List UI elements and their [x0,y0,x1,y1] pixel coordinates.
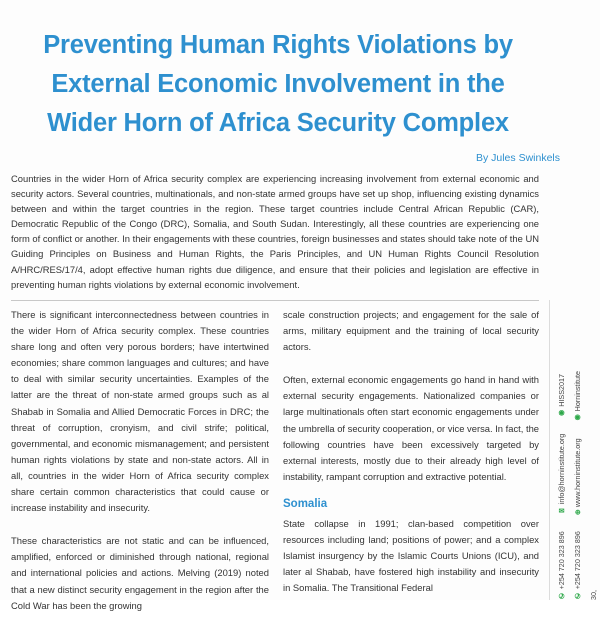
social-icon: ◉ [557,408,566,418]
right-column [283,307,539,613]
contact-column-1 [556,300,568,600]
phone-icon: ✆ [557,591,566,600]
contact-website[interactable]: www.horninstitute.org [573,438,582,507]
title-line-3: Wider Horn of Africa Security Complex [47,109,509,137]
contact-column-3 [588,300,600,600]
left-column [11,307,269,631]
phone-icon: ✆ [573,591,582,600]
contact-phone[interactable]: +254 720 323 896 [557,530,566,589]
title-line-1: Preventing Human Rights Violations by [43,31,513,59]
contact-social[interactable]: HISS2017 [557,373,566,407]
title-line-2: External Economic Involvement in the [51,70,505,98]
contact-phone[interactable]: +254 720 323 896 [573,530,582,589]
body-paragraph: scale construction projects; and engagement for the sale of arms, military equipment and the training of local security actors. [283,309,539,353]
section-divider [11,300,539,301]
email-icon: ✉ [557,505,566,515]
contact-email[interactable]: info@horninstitute.org [557,433,566,504]
body-paragraph: Often, external economic engagements go hand in hand with external security engagements. Nationalized companies or large multinationals often start economic engagements under the umbrella of security cooperation, or vice versa. In fact, the following countries have been excessively targeted by external interests, mostly due to their already high level of instability, rampant corruption and extractive potential. [283,374,539,482]
section-heading-somalia: Somalia [283,497,328,510]
body-paragraph: There is significant interconnectedness between countries in the wider Horn of Africa security complex. These countries share long and often very porous borders; have intertwined economies; share common languages and cultures; and have to deal with similar security uncertainties. Examples of the latter are the threat of non-state armed groups such as al Shabab in Somalia and Allied Democratic Forces in DRC; the threat of corruption, cronyism, and civil strife; political, governmental, and economic mismanagement; and persistent human rights violations by state and non-state actors. All in all, countries in the wider Horn of Africa security complex share certain common characteristics that could cause or increase instability and insecurity. [11,309,269,514]
body-paragraph: State collapse in 1991; clan-based competition over resources including land; positions of power; and a complex Islamist insurgency by the Islamic Courts Unions (ICU), and later al Shabab, have fostered high instability and insecurity in Somalia. The Transitional Federal [283,517,539,594]
intro-paragraph: Countries in the wider Horn of Africa security complex are experiencing increasing involvement from external economic and security actors. Several countries, multinationals, and non-state armed groups have set up shop, influencing existing dynamics between and within the target countries in the region. These target countries include Central African Republic (CAR), Democratic Republic of the Congo (DRC), Somalia, and South Sudan. Interestingly, all these countries are experiencing one form of conflict or another. In their engagements with these countries, foreign businesses and states should take note of the UN Guiding Principles on Business and Human Rights, the Paris Principles, and UN Human Rights Council Resolution A/HRC/RES/17/4, adopt effective human rights due diligence, and ensure that their policies and legislation are effective in preventing human rights violations by external economic involvement. [11,173,539,290]
sidebar-fragment: 30, [589,590,598,600]
contact-sidebar [549,300,600,600]
globe-icon: ⊕ [573,508,582,515]
body-paragraph: These characteristics are not static and can be influenced, amplified, enforced or diminished through national, regional and international policies and actions. Melving (2019) noted that a new distinct security engagement in the region after the Cold War has been the growing [11,535,269,611]
social-icon: ◉ [573,413,582,423]
author-byline: By Jules Swinkels [475,152,560,164]
contact-social[interactable]: Horninstitute [573,370,582,412]
contact-column-2 [572,300,584,600]
article-title [18,26,538,143]
